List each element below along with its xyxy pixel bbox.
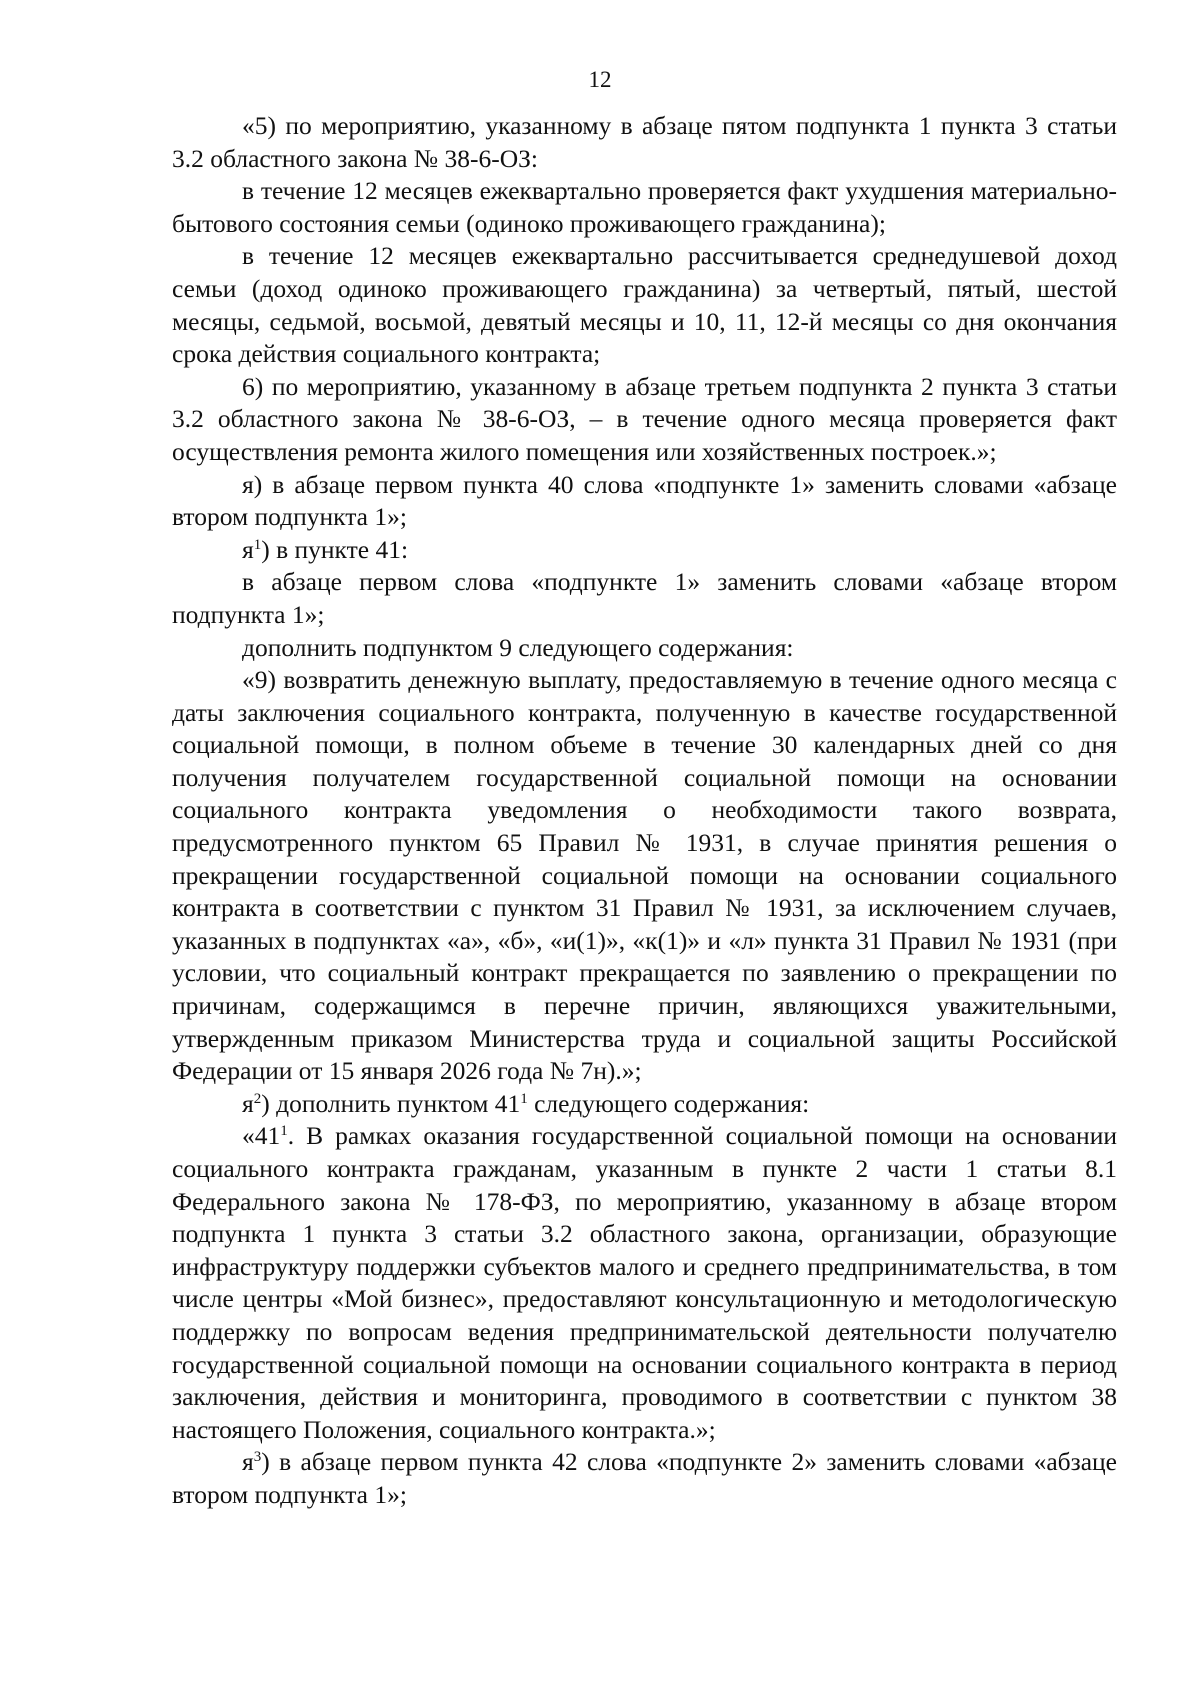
paragraph-text: следующего содержания: [527, 1088, 810, 1118]
superscript-index: 2 [253, 1090, 262, 1107]
paragraph-text: 6) по мероприятию, указанному в абзаце третьем подпункта 2 пункта 3 статьи 3.2 областного закона № 38-6-ОЗ, – в течение одного месяца проверяется факт осуществления ремонта жилого помещения или хозяйственных построек.»; [172, 371, 1117, 466]
document-paragraph [172, 664, 1117, 1088]
page-number: 12 [588, 67, 612, 92]
paragraph-text: в абзаце первом слова «подпункте 1» заменить словами «абзаце втором подпункта 1»; [172, 567, 1117, 629]
document-paragraph [172, 1446, 1117, 1511]
paragraph-text: ) в абзаце первом пункта 42 слова «подпункте 2» заменить словами «абзаце втором подпункта 1»; [172, 1447, 1117, 1509]
paragraph-text: я [242, 1088, 254, 1118]
paragraph-text: я) в абзаце первом пункта 40 слова «подпункте 1» заменить словами «абзаце втором подпункта 1»; [172, 469, 1117, 532]
superscript-index: 3 [253, 1449, 262, 1466]
paragraph-text: «41 [242, 1121, 281, 1151]
document-paragraph [172, 1088, 1117, 1121]
document-body [172, 110, 1117, 1512]
paragraph-text: дополнить подпунктом 9 следующего содержания: [242, 632, 794, 662]
document-paragraph [172, 240, 1117, 370]
paragraph-text: ) дополнить пунктом 41 [261, 1088, 521, 1118]
paragraph-text: я [242, 534, 254, 564]
document-paragraph [172, 1120, 1117, 1446]
document-paragraph [172, 110, 1117, 175]
paragraph-text: «9) возвратить денежную выплату, предоставляемую в течение одного месяца с даты заключения социального контракта, полученную в качестве государственной социальной помощи, в полном объеме в течение 30 календарных дней со дня получения получателем государственной социальной помощи на основании социального контракта уведомления о необходимости такого возврата, предусмотренного пунктом 65 Правил № 1931, в случае принятия решения о прекращении государственной социальной помощи на основании социального контракта в соответствии с пунктом 31 Правил № 1931, за исключением случаев, указанных в подпунктах «а», «б», «и(1)», «к(1)» и «л» пункта 31 Правил № 1931 (при условии, что социальный контракт прекращается по заявлению о прекращении по причинам, содержащимся в перечне причин, являющихся уважительными, утвержденным приказом Министерства труда и социальной защиты Российской Федерации от 15 января 2026 года № 7н).»; [172, 665, 1117, 1086]
document-paragraph [172, 566, 1117, 631]
paragraph-text: . В рамках оказания государственной социальной помощи на основании социального контракта гражданам, указанным в пункте 2 части 1 статьи 8.1 Федерального закона № 178-ФЗ, по мероприятию, указанному в абзаце втором подпункта 1 пункта 3 статьи 3.2 областного закона, организации, образующие инфраструктуру поддержки субъектов малого и среднего предпринимательства, в том числе центры «Мой бизнес», предоставляют консультационную и методологическую поддержку по вопросам ведения предпринимательской деятельности получателю государственной социальной помощи на основании социального контракта в период заключения, действия и мониторинга, проводимого в соответствии с пунктом 38 настоящего Положения, социального контракта.»; [172, 1121, 1117, 1444]
document-paragraph [172, 469, 1117, 534]
document-paragraph [172, 175, 1117, 240]
paragraph-text: в течение 12 месяцев ежеквартально проверяется факт ухудшения материально-бытового состояния семьи (одиноко проживающего гражданина); [172, 176, 1117, 238]
paragraph-text: ) в пункте 41: [261, 534, 409, 564]
document-paragraph [172, 534, 1117, 567]
superscript-index: 1 [253, 536, 262, 553]
paragraph-text: «5) по мероприятию, указанному в абзаце пятом подпункта 1 пункта 3 статьи 3.2 областного закона № 38-6-ОЗ: [172, 111, 1117, 173]
document-paragraph [172, 632, 1117, 665]
paragraph-text: в течение 12 месяцев ежеквартально рассчитывается среднедушевой доход семьи (доход одиноко проживающего гражданина) за четвертый, пятый, шестой месяцы, седьмой, восьмой, девятый месяцы и 10, 11, 12-й месяцы со дня окончания срока действия социального контракта; [172, 241, 1117, 369]
document-paragraph [172, 371, 1117, 469]
superscript-index: 1 [520, 1090, 528, 1107]
paragraph-text: я [242, 1447, 254, 1477]
superscript-index: 1 [280, 1123, 288, 1140]
